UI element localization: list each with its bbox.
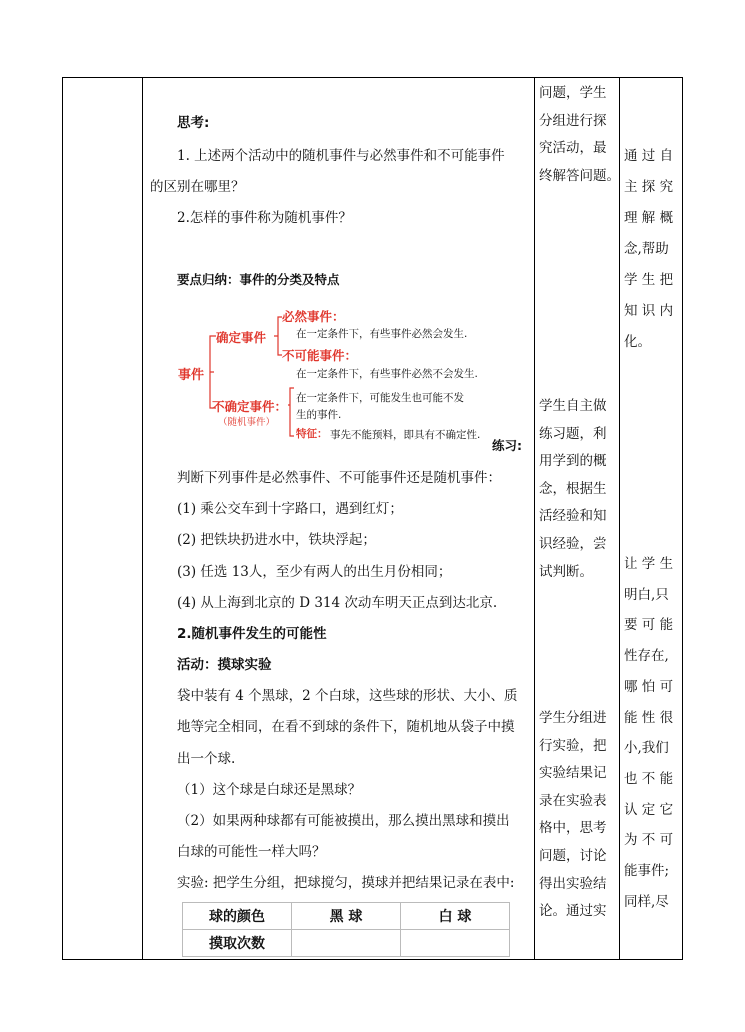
- judge-intro: 判断下列事件是必然事件、不可能事件还是随机事件：: [177, 470, 501, 486]
- table-cell: [292, 930, 401, 957]
- student-activity-line: 用学到的概: [539, 453, 607, 470]
- practice-item: (3) 任选 13人，至少有两人的出生月份相同；: [177, 564, 452, 580]
- student-activity-line: 分组进行探: [539, 112, 607, 129]
- question-2: 2.怎样的事件称为随机事件？: [177, 210, 352, 226]
- design-intent-line: 哪 怕 可: [624, 678, 674, 695]
- design-intent-block: [624, 549, 673, 917]
- design-intent-block: [624, 141, 673, 358]
- activity-title: 活动：摸球实验: [177, 657, 272, 673]
- activity-line: 出一个球.: [177, 751, 236, 767]
- student-activity-block: [539, 80, 620, 190]
- design-intent-line: 理 解 概: [624, 210, 674, 226]
- inevitable-event-label: 必然事件：: [282, 309, 345, 324]
- random-event-note: （随机事件）: [218, 417, 276, 428]
- diagram-root-event: 事件: [178, 368, 205, 383]
- random-event-desc-2: 生的事件.: [296, 409, 342, 421]
- event-classification-diagram: [174, 300, 514, 450]
- student-activity-line: 行实验，把: [539, 737, 607, 754]
- student-activity-line: 学生自主做: [539, 398, 607, 414]
- student-activity-line: 究活动，最: [539, 140, 607, 157]
- design-intent-line: 同样,尽: [624, 893, 669, 910]
- student-activity-line: 论。通过实: [539, 903, 607, 920]
- inevitable-event-desc: 在一定条件下，有些事件必然会发生.: [296, 328, 468, 340]
- table-header-cell: 摸取次数: [183, 930, 292, 957]
- activity-line: 地等完全相同，在看不到球的条件下，随机地从袋子中摸: [177, 719, 515, 735]
- design-intent-line: 性存在,: [624, 648, 669, 665]
- design-intent-line: 能事件;: [624, 863, 670, 880]
- table-header-cell: 白 球: [401, 903, 510, 930]
- student-activity-line: 练习题，利: [539, 425, 607, 442]
- design-intent-line: 也 不 能: [624, 770, 674, 787]
- student-activity-line: 实验结果记: [539, 765, 607, 782]
- feature-label: 特征：: [296, 428, 328, 440]
- question-1-line2: 的区别在哪里？: [150, 179, 245, 195]
- table-row: [183, 930, 510, 957]
- think-title: 思考:: [177, 115, 210, 131]
- design-intent-line: 明白,只: [624, 586, 669, 603]
- design-intent-line: 主 探 究: [624, 179, 674, 195]
- section-2-title: 2.随机事件发生的可能性: [177, 626, 327, 642]
- student-activity-line: 学生分组进: [539, 710, 607, 726]
- student-activity-line: 格中，思考: [539, 820, 607, 837]
- student-activity-block: [539, 393, 607, 586]
- column-divider: [619, 78, 620, 959]
- table-row: [183, 903, 510, 930]
- uncertain-event-branch: 不确定事件：: [212, 399, 288, 414]
- design-intent-line: 念,帮助: [624, 241, 669, 257]
- impossible-event-label: 不可能事件：: [282, 348, 358, 363]
- sub-question-1: （1）这个球是白球还是黑球？: [177, 782, 362, 798]
- summary-title: 要点归纳：事件的分类及特点: [177, 272, 340, 287]
- student-activity-line: 识经验，尝: [539, 535, 607, 552]
- student-activity-block: [539, 705, 607, 926]
- random-event-desc-1: 在一定条件下，可能发生也可能不发: [296, 392, 464, 404]
- impossible-event-desc: 在一定条件下，有些事件必然不会发生.: [296, 368, 478, 380]
- certain-event-branch: 确定事件: [216, 330, 267, 345]
- design-intent-line: 化。: [624, 334, 651, 350]
- design-intent-line: 知 识 内: [624, 303, 674, 319]
- design-intent-line: 学 生 把: [624, 272, 674, 288]
- design-intent-line: 小,我们: [624, 740, 669, 757]
- student-activity-line: 问题，讨论: [539, 847, 607, 864]
- student-activity-line: 问题，学生: [539, 85, 607, 101]
- feature-text: 事先不能预料，即具有不确定性.: [330, 429, 481, 441]
- design-intent-line: 为 不 可: [624, 832, 674, 849]
- table-header-cell: 黑 球: [292, 903, 401, 930]
- experiment-record-table: [182, 902, 510, 957]
- student-activity-line: 念，根据生: [539, 480, 607, 497]
- design-intent-line: 能 性 很: [624, 709, 674, 726]
- design-intent-line: 要 可 能: [624, 617, 674, 634]
- design-intent-line: 通 过 自: [624, 148, 674, 164]
- table-header-cell: 球的颜色: [183, 903, 292, 930]
- activity-line: 袋中装有 4 个黑球，2 个白球，这些球的形状、大小、质: [177, 688, 518, 704]
- design-intent-line: 认 定 它: [624, 801, 674, 818]
- design-intent-line: 让 学 生: [624, 556, 674, 572]
- question-1-line1: 1. 上述两个活动中的随机事件与必然事件和不可能事件: [177, 148, 505, 164]
- table-cell: [401, 930, 510, 957]
- practice-item: (4) 从上海到北京的 D 314 次动车明天正点到达北京.: [177, 595, 498, 611]
- sub-question-2-line1: （2）如果两种球都有可能被摸出，那么摸出黑球和摸出: [177, 813, 510, 829]
- practice-item: (2) 把铁块扔进水中，铁块浮起；: [177, 532, 376, 548]
- student-activity-line: 得出实验结: [539, 875, 607, 892]
- experiment-instruction: 实验: 把学生分组，把球搅匀，摸球并把结果记录在表中:: [177, 875, 515, 891]
- practice-item: (1) 乘公交车到十字路口，遇到红灯；: [177, 501, 403, 517]
- student-activity-line: 活经验和知: [539, 508, 607, 525]
- student-activity-line: 终解答问题。: [539, 167, 620, 184]
- student-activity-line: 试判断。: [539, 563, 593, 580]
- practice-label: 练习:: [492, 438, 522, 453]
- column-divider: [534, 78, 535, 959]
- column-divider: [142, 78, 143, 959]
- sub-question-2-line2: 白球的可能性一样大吗？: [177, 844, 326, 860]
- student-activity-line: 录在实验表: [539, 792, 607, 809]
